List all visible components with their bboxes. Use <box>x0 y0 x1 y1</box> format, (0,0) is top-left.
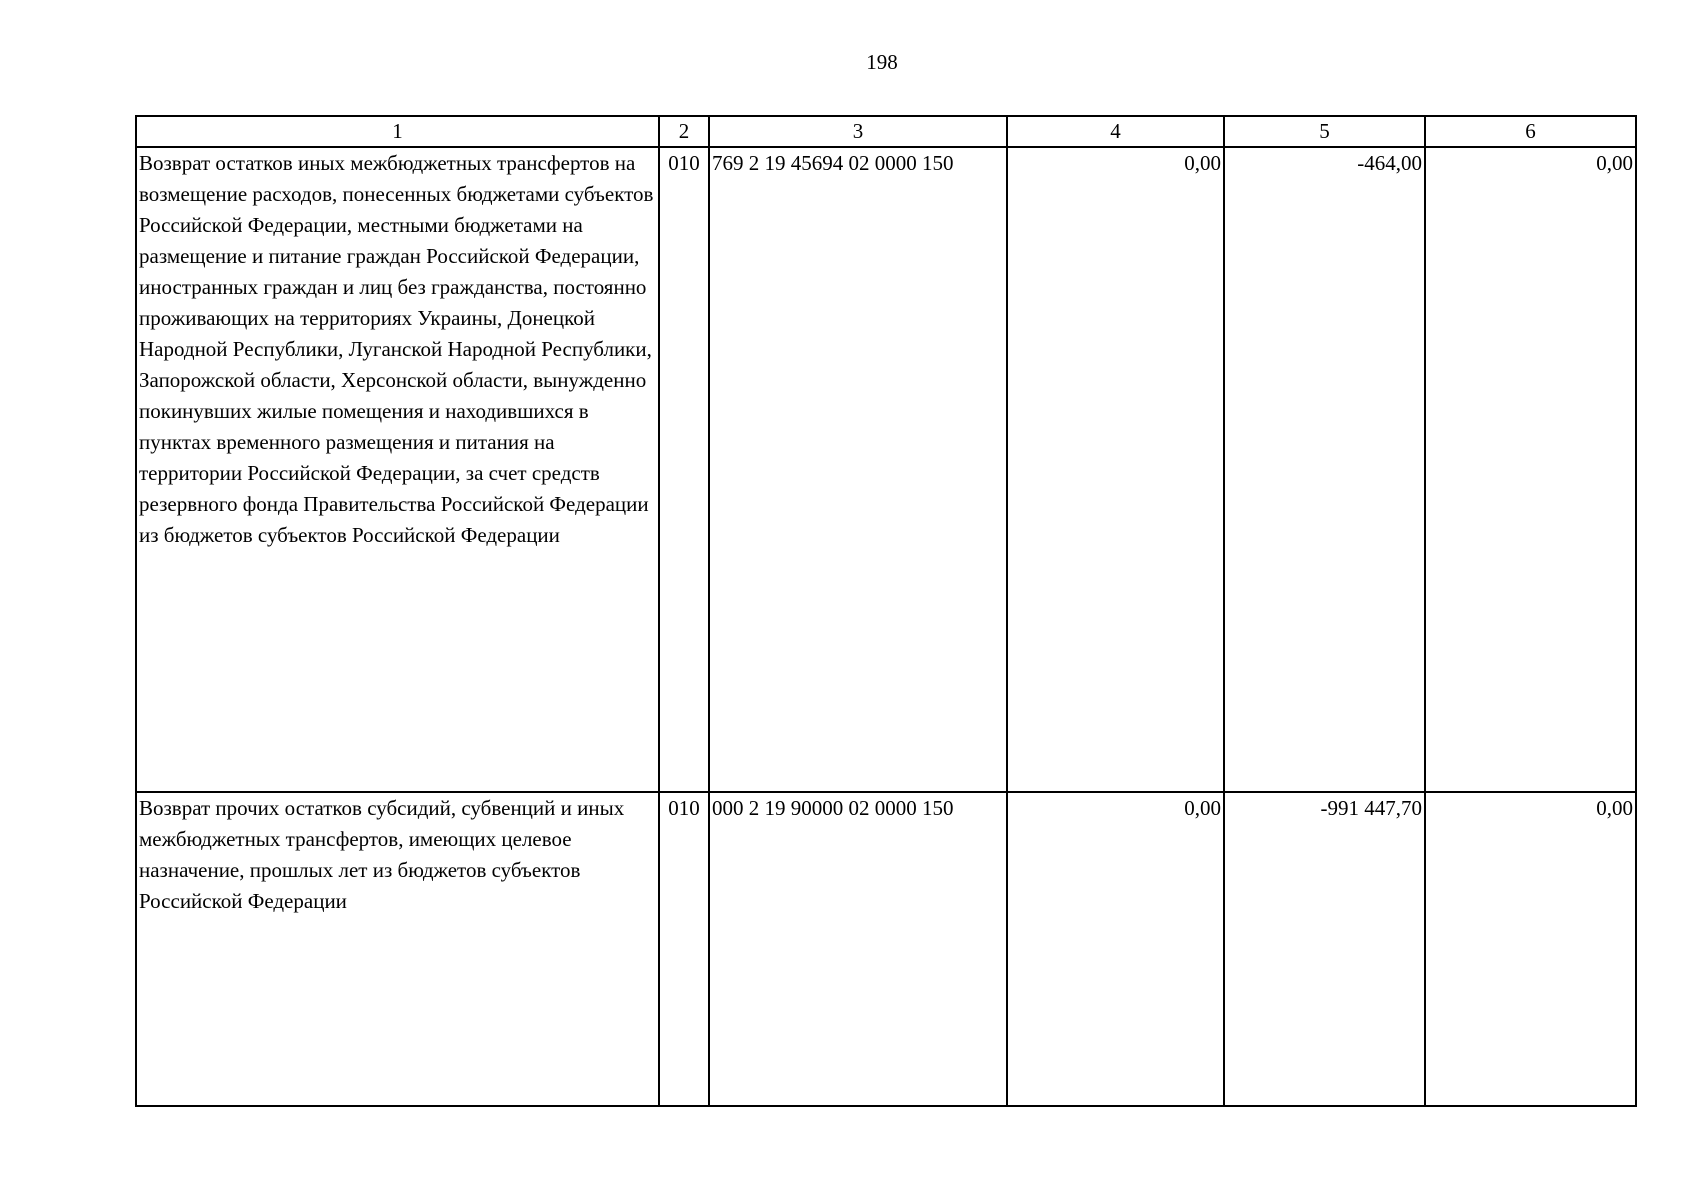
budget-code-cell: 000 2 19 90000 02 0000 150 <box>709 792 1007 1106</box>
value-cell-col5: -991 447,70 <box>1224 792 1425 1106</box>
column-header: 5 <box>1224 116 1425 147</box>
column-header: 6 <box>1425 116 1636 147</box>
column-header: 1 <box>136 116 659 147</box>
budget-code-cell: 769 2 19 45694 02 0000 150 <box>709 147 1007 792</box>
table-row <box>136 147 1636 792</box>
row-name-cell: Возврат прочих остатков субсидий, субвенций и иных межбюджетных трансфертов, имеющих целевое назначение, прошлых лет из бюджетов субъектов Российской Федерации <box>136 792 659 1106</box>
table-row <box>136 792 1636 1106</box>
column-header: 2 <box>659 116 709 147</box>
budget-table <box>135 115 1637 1107</box>
row-name-cell: Возврат остатков иных межбюджетных трансфертов на возмещение расходов, понесенных бюджетами субъектов Российской Федерации, местными бюджетами на размещение и питание граждан Российской Федерации, иностранных граждан и лиц без гражданства, постоянно проживающих на территориях Украины, Донецкой Народной Республики, Луганской Народной Республики, Запорожской области, Херсонской области, вынужденно покинувших жилые помещения и находившихся в пунктах временного размещения и питания на территории Российской Федерации, за счет средств резервного фонда Правительства Российской Федерации из бюджетов субъектов Российской Федерации <box>136 147 659 792</box>
line-code-cell: 010 <box>659 792 709 1106</box>
value-cell-col6: 0,00 <box>1425 147 1636 792</box>
table-header-row <box>136 116 1636 147</box>
column-header: 3 <box>709 116 1007 147</box>
value-cell-col5: -464,00 <box>1224 147 1425 792</box>
value-cell-col4: 0,00 <box>1007 792 1224 1106</box>
value-cell-col4: 0,00 <box>1007 147 1224 792</box>
column-header: 4 <box>1007 116 1224 147</box>
line-code-cell: 010 <box>659 147 709 792</box>
value-cell-col6: 0,00 <box>1425 792 1636 1106</box>
page-number: 198 <box>866 50 898 74</box>
